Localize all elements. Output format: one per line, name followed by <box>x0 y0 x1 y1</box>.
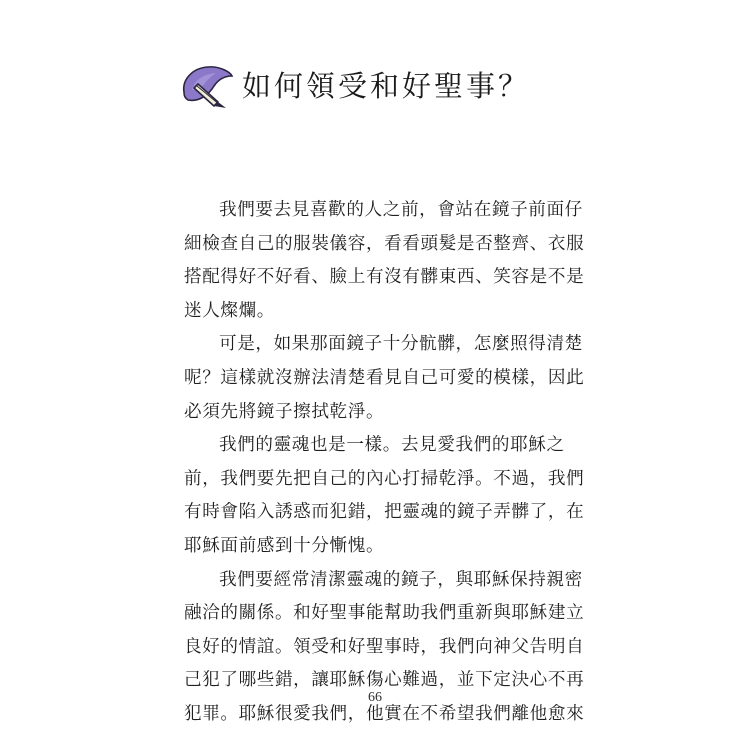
text-line: 良好的情誼。領受和好聖事時，我們向神父告明自 <box>184 636 585 657</box>
text-line: 必須先將鏡子擦拭乾淨。 <box>184 401 385 422</box>
text-line: 己犯了哪些錯，讓耶穌傷心難過，並下定決心不再 <box>184 670 585 691</box>
feather-quill-icon <box>178 62 234 110</box>
text-line: 細檢查自己的服裝儀容，看看頭髮是否整齊、衣服 <box>184 233 585 254</box>
body-text <box>184 194 585 732</box>
text-line: 我們要經常清潔靈魂的鏡子，與耶穌保持親密 <box>219 569 583 590</box>
chapter-heading <box>178 58 530 114</box>
text-line: 耶穌面前感到十分慚愧。 <box>184 535 385 556</box>
text-line: 呢？這樣就沒辦法清楚看見自己可愛的模樣，因此 <box>184 367 585 388</box>
text-line: 有時會陷入誘惑而犯錯，把靈魂的鏡子弄髒了，在 <box>184 502 585 523</box>
text-line: 搭配得好不好看、臉上有沒有髒東西、笑容是不是 <box>184 267 585 288</box>
text-line: 迷人燦爛。 <box>184 300 275 321</box>
text-line: 我們要去見喜歡的人之前，會站在鏡子前面仔 <box>219 200 583 220</box>
text-line: 融洽的關係。和好聖事能幫助我們重新與耶穌建立 <box>184 603 585 624</box>
page-number: 66 <box>368 690 382 705</box>
text-line: 可是，如果那面鏡子十分骯髒，怎麼照得清楚 <box>219 334 583 355</box>
text-line: 前，我們要先把自己的內心打掃乾淨。不過，我們 <box>184 468 585 489</box>
text-line: 我們的靈魂也是一樣。去見愛我們的耶穌之 <box>219 435 565 456</box>
text-line: 犯罪。耶穌很愛我們，他實在不希望我們離他愈來 <box>184 703 585 724</box>
chapter-title: 如何領受和好聖事？ <box>242 68 531 103</box>
